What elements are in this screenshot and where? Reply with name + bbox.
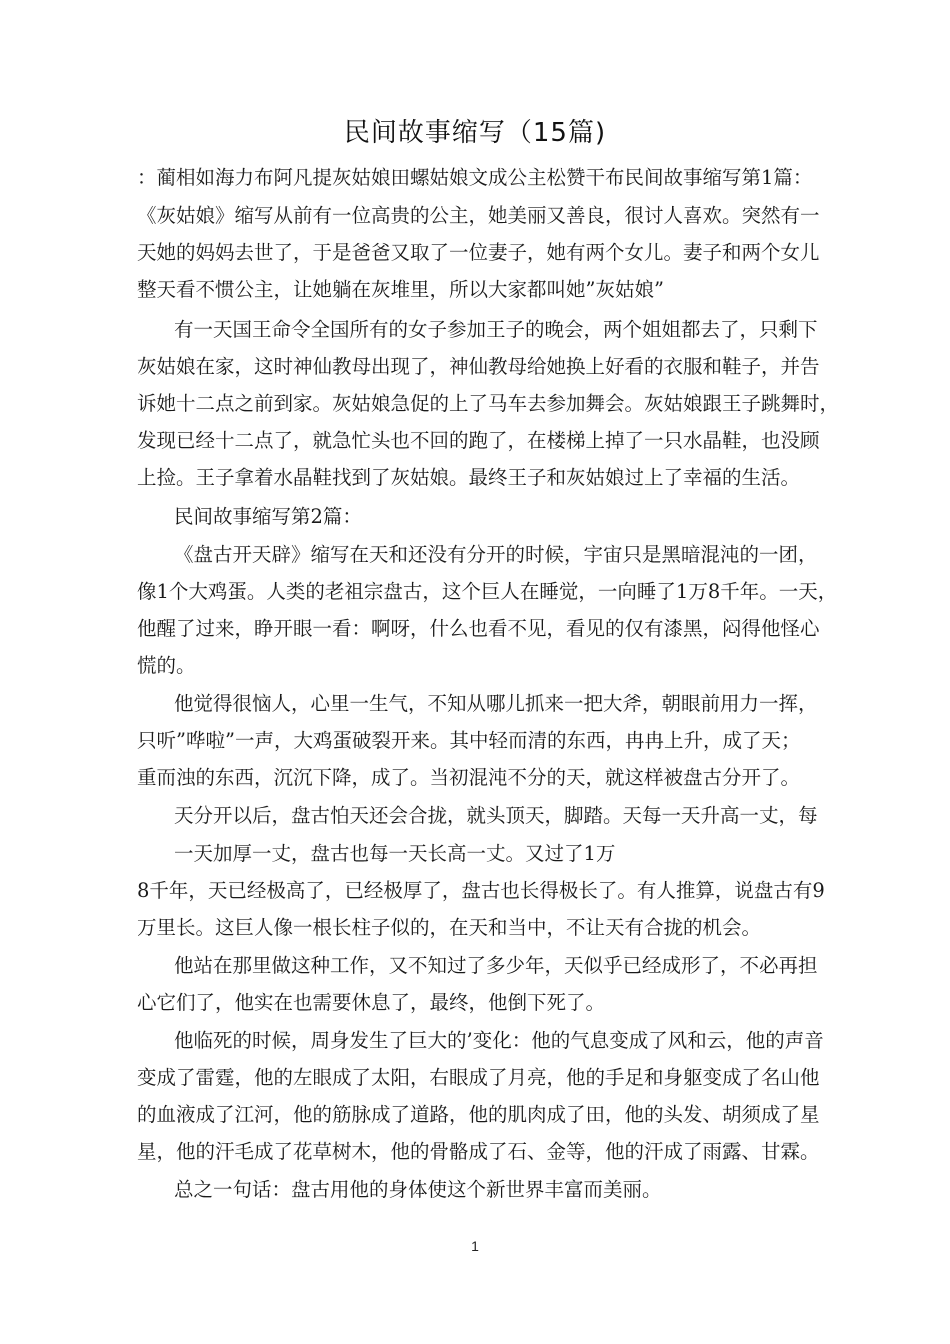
text-line: 一天加厚一丈，盘古也每一天长高一丈。又过了1万	[174, 842, 616, 865]
text-line: 天她的妈妈去世了，于是爸爸又取了一位妻子，她有两个女儿。妻子和两个女儿	[137, 241, 820, 264]
text-line: 他醒了过来，睁开眼一看：啊呀，什么也看不见，看见的仅有漆黑，闷得他怪心	[137, 617, 820, 640]
text-line: ：蔺相如海力布阿凡提灰姑娘田螺姑娘文成公主松赞干布民间故事缩写第1篇：	[137, 166, 813, 189]
text-line: 慌的。	[137, 654, 196, 677]
text-line: 有一天国王命令全国所有的女子参加王子的晚会，两个姐姐都去了，只剩下	[174, 318, 818, 341]
text-line: 发现已经十二点了，就急忙头也不回的跑了，在楼梯上掉了一只水晶鞋，也没顾	[137, 429, 820, 452]
text-line: 像1个大鸡蛋。人类的老祖宗盘古，这个巨人在睡觉，一向睡了1万8千年。一天，	[137, 580, 838, 603]
text-line: 星，他的汗毛成了花草树木，他的骨骼成了石、金等，他的汗成了雨露、甘霖。	[137, 1140, 820, 1163]
text-line: 万里长。这巨人像一根长柱子似的，在天和当中，不让天有合拢的机会。	[137, 916, 762, 939]
text-line: 他临死的时候，周身发生了巨大的’变化：他的气息变成了风和云，他的声音	[174, 1029, 824, 1052]
text-line: 《灰姑娘》缩写从前有一位高贵的公主，她美丽又善良，很讨人喜欢。突然有一	[137, 204, 820, 227]
text-line: 天分开以后，盘古怕天还会合拢，就头顶天，脚踏。天每一天升高一丈，每	[174, 804, 818, 827]
text-line: 整天看不惯公主，让她躺在灰堆里，所以大家都叫她”灰姑娘”	[137, 278, 664, 301]
text-line: 只听”哗啦”一声，大鸡蛋破裂开来。其中轻而清的东西，冉冉上升，成了天；	[137, 729, 801, 752]
text-line: 变成了雷霆，他的左眼成了太阳，右眼成了月亮，他的手足和身躯变成了名山他	[137, 1066, 820, 1089]
text-line: 上捡。王子拿着水晶鞋找到了灰姑娘。最终王子和灰姑娘过上了幸福的生活。	[137, 466, 801, 489]
text-line: 他站在那里做这种工作，又不知过了多少年，天似乎已经成形了，不必再担	[174, 954, 818, 977]
text-line: 诉她十二点之前到家。灰姑娘急促的上了马车去参加舞会。灰姑娘跟王子跳舞时，	[137, 392, 840, 415]
text-line: 重而浊的东西，沉沉下降，成了。当初混沌不分的天，就这样被盘古分开了。	[137, 766, 801, 789]
text-line: 灰姑娘在家，这时神仙教母出现了，神仙教母给她换上好看的衣服和鞋子，并告	[137, 355, 820, 378]
text-line: 8千年，天已经极高了，已经极厚了，盘古也长得极长了。有人推算，说盘古有9	[137, 879, 825, 902]
text-line: 民间故事缩写第2篇：	[174, 505, 362, 528]
text-line: 的血液成了江河，他的筋脉成了道路，他的肌肉成了田，他的头发、胡须成了星	[137, 1103, 820, 1126]
text-line: 总之一句话：盘古用他的身体使这个新世界丰富而美丽。	[174, 1178, 662, 1201]
text-line: 心它们了，他实在也需要休息了，最终，他倒下死了。	[137, 991, 606, 1014]
text-line: 他觉得很恼人，心里一生气，不知从哪儿抓来一把大斧，朝眼前用力一挥，	[174, 692, 818, 715]
document-title: 民间故事缩写（15篇)	[343, 118, 607, 148]
text-line: 《盘古开天辟》缩写在天和还没有分开的时候，宇宙只是黑暗混沌的一团，	[174, 543, 818, 566]
page-number: 1	[471, 1238, 479, 1254]
